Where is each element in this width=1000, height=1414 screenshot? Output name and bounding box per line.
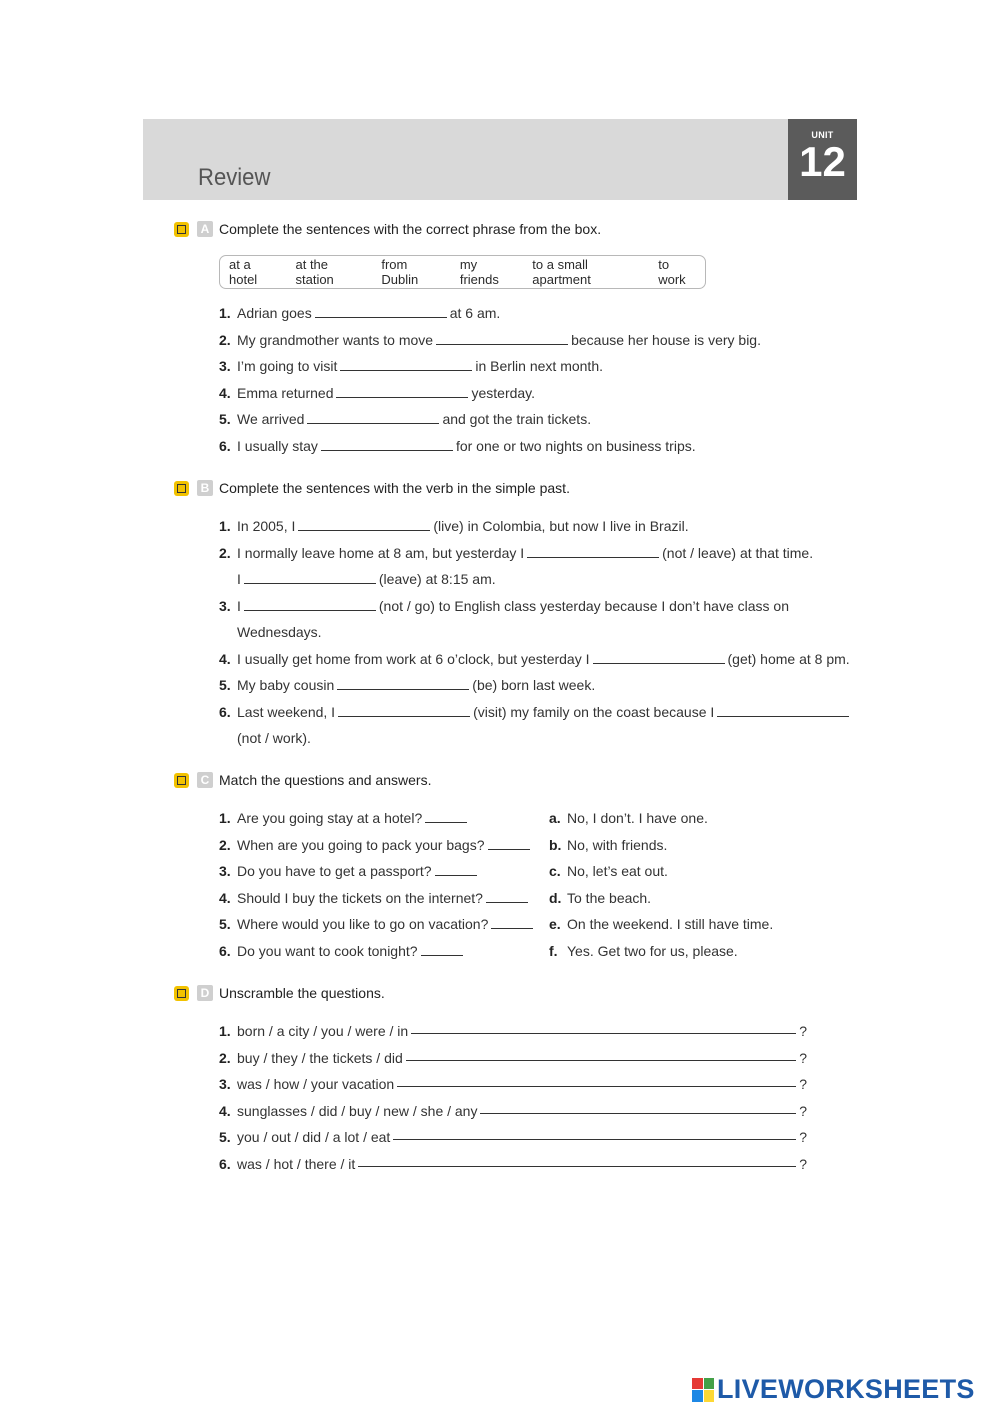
exercise-b-item: 6. Last weekend, I (visit) my family on the coast because I (219, 704, 852, 720)
exercise-a-item: 6. I usually stay for one or two nights on business trips. (219, 438, 696, 454)
section-instruction: Match the questions and answers. (219, 772, 432, 788)
exercise-a-item: 2. My grandmother wants to move because her house is very big. (219, 332, 761, 348)
page-header (143, 119, 788, 200)
exercise-a-item: 4. Emma returned yesterday. (219, 385, 536, 401)
answer-blank[interactable] (321, 440, 453, 451)
exercise-b-item-continued: I (leave) at 8:15 am. (237, 571, 496, 587)
page-title: Review (198, 164, 271, 191)
section-letter: C (197, 772, 213, 788)
exercise-b-item-continued: Wednesdays. (237, 624, 322, 640)
answer-blank[interactable] (337, 679, 469, 690)
answer-blank[interactable] (298, 520, 430, 531)
answer-blank[interactable] (336, 387, 468, 398)
brand-logo-icon (692, 1378, 714, 1402)
section-a-heading (174, 219, 601, 239)
answer-blank[interactable] (425, 812, 467, 823)
pencil-icon (174, 222, 189, 237)
brand-name: LIVEWORKSHEETS (717, 1374, 975, 1404)
exercise-b-item: 5. My baby cousin (be) born last week. (219, 677, 596, 693)
answer-blank[interactable] (593, 653, 725, 664)
answer-blank[interactable] (480, 1103, 796, 1114)
answer-blank[interactable] (421, 945, 463, 956)
answer-blank[interactable] (307, 413, 439, 424)
answer-blank[interactable] (488, 839, 530, 850)
match-question: 1. Are you going stay at a hotel? (219, 810, 470, 826)
exercise-b-item: 4. I usually get home from work at 6 o’clock, but yesterday I (get) home at 8 pm. (219, 651, 850, 667)
exercise-b-item-continued: (not / work). (237, 730, 311, 746)
liveworksheets-logo (692, 1374, 975, 1405)
answer-blank[interactable] (527, 547, 659, 558)
answer-blank[interactable] (491, 918, 533, 929)
match-question: 2. When are you going to pack your bags? (219, 837, 533, 853)
answer-blank[interactable] (486, 892, 528, 903)
pencil-icon (174, 773, 189, 788)
match-answer: a. No, I don’t. I have one. (549, 810, 708, 826)
answer-blank[interactable] (338, 706, 470, 717)
match-question: 4. Should I buy the tickets on the internet? (219, 890, 531, 906)
unit-number: 12 (799, 138, 846, 185)
unscramble-item: 4. sunglasses / did / buy / new / she / any ? (219, 1103, 807, 1119)
answer-blank[interactable] (436, 334, 568, 345)
section-d-heading (174, 983, 385, 1003)
word-box-item: to work (658, 257, 686, 287)
match-answer: b. No, with friends. (549, 837, 668, 853)
match-answer: c. No, let’s eat out. (549, 863, 668, 879)
section-instruction: Complete the sentences with the correct phrase from the box. (219, 221, 602, 237)
section-letter: A (197, 221, 213, 237)
answer-blank[interactable] (244, 600, 376, 611)
section-b-heading (174, 478, 570, 498)
section-instruction: Complete the sentences with the verb in the simple past. (219, 480, 570, 496)
unit-label: UNIT (811, 130, 834, 140)
exercise-b-item: 2. I normally leave home at 8 am, but yesterday I (not / leave) at that time. (219, 545, 814, 561)
exercise-a-item: 3. I’m going to visit in Berlin next month. (219, 358, 603, 374)
answer-blank[interactable] (340, 360, 472, 371)
answer-blank[interactable] (717, 706, 849, 717)
word-box (219, 255, 706, 289)
unscramble-item: 6. was / hot / there / it ? (219, 1156, 807, 1172)
pencil-icon (174, 481, 189, 496)
section-letter: B (197, 480, 213, 496)
unscramble-item: 2. buy / they / the tickets / did ? (219, 1050, 807, 1066)
word-box-item: at a hotel (229, 257, 258, 287)
match-question: 3. Do you have to get a passport? (219, 863, 480, 879)
answer-blank[interactable] (244, 573, 376, 584)
answer-blank[interactable] (435, 865, 477, 876)
pencil-icon (174, 986, 189, 1001)
word-box-item: to a small apartment (532, 257, 591, 287)
word-box-item: my friends (459, 257, 499, 287)
unscramble-item: 3. was / how / your vacation ? (219, 1076, 807, 1092)
match-question: 6. Do you want to cook tonight? (219, 943, 466, 959)
unscramble-item: 5. you / out / did / a lot / eat ? (219, 1129, 807, 1145)
word-box-item: at the station (295, 257, 334, 287)
exercise-b-item: 1. In 2005, I (live) in Colombia, but now I live in Brazil. (219, 518, 689, 534)
match-question: 5. Where would you like to go on vacation? (219, 916, 536, 932)
answer-blank[interactable] (411, 1023, 796, 1034)
section-instruction: Unscramble the questions. (219, 985, 385, 1001)
match-answer: d. To the beach. (549, 890, 652, 906)
answer-blank[interactable] (358, 1156, 796, 1167)
word-box-item: from Dublin (381, 257, 419, 287)
section-letter: D (197, 985, 213, 1001)
match-answer: f. Yes. Get two for us, please. (549, 943, 738, 959)
exercise-a-item: 5. We arrived and got the train tickets. (219, 411, 592, 427)
match-answer: e. On the weekend. I still have time. (549, 916, 774, 932)
answer-blank[interactable] (397, 1076, 796, 1087)
answer-blank[interactable] (315, 307, 447, 318)
unit-badge (788, 119, 857, 200)
exercise-a-item: 1. Adrian goes at 6 am. (219, 305, 501, 321)
exercise-b-item: 3. I (not / go) to English class yesterday because I don’t have class on (219, 598, 790, 614)
unscramble-item: 1. born / a city / you / were / in ? (219, 1023, 807, 1039)
section-c-heading (174, 770, 431, 790)
answer-blank[interactable] (406, 1050, 796, 1061)
answer-blank[interactable] (393, 1129, 796, 1140)
